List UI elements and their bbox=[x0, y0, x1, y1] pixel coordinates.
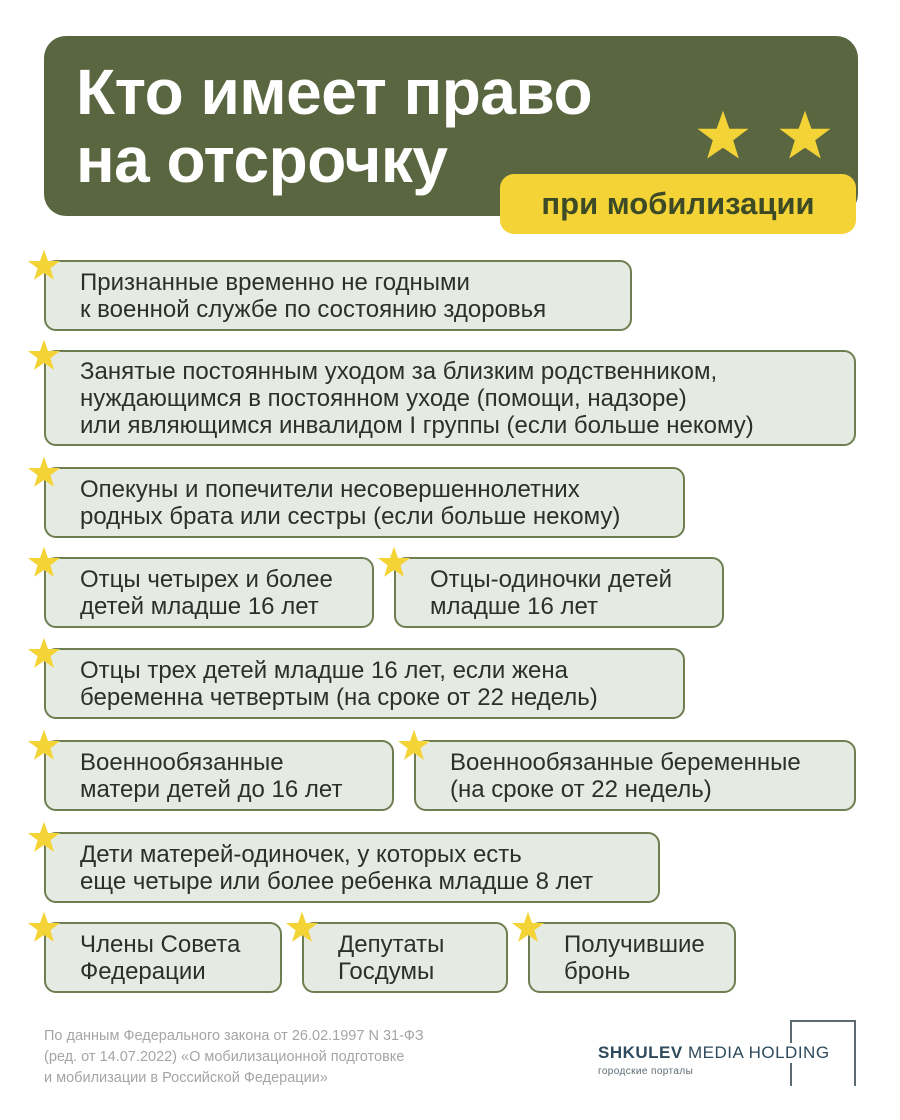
deferment-card-text: Депутаты Госдумы bbox=[338, 930, 445, 985]
star-icon bbox=[696, 108, 750, 162]
source-footnote: По данным Федерального закона от 26.02.1997 N 31-ФЗ (ред. от 14.07.2022) «О мобилизационной подготовке и мобилизации в Российской Федерации» bbox=[44, 1028, 424, 1086]
star-icon bbox=[27, 820, 61, 854]
deferment-card-text: Члены Совета Федерации bbox=[80, 930, 241, 985]
deferment-card bbox=[302, 922, 508, 993]
star-icon bbox=[397, 728, 431, 762]
deferment-card bbox=[528, 922, 736, 993]
publisher-logo bbox=[598, 1043, 836, 1063]
star-icon bbox=[285, 910, 319, 944]
deferment-card bbox=[44, 740, 394, 811]
logo-brand-rest: MEDIA HOLDING bbox=[682, 1043, 830, 1062]
page-title-line-2: на отсрочку bbox=[76, 124, 448, 196]
subtitle-badge: при мобилизации bbox=[500, 174, 856, 234]
deferment-card-text: Военнообязанные матери детей до 16 лет bbox=[80, 748, 343, 803]
star-icon bbox=[27, 728, 61, 762]
star-icon bbox=[27, 545, 61, 579]
deferment-card-text: Военнообязанные беременные (на сроке от 22 недель) bbox=[450, 748, 801, 803]
star-icon bbox=[27, 455, 61, 489]
logo-brand-bold: SHKULEV bbox=[598, 1043, 683, 1062]
deferment-card bbox=[44, 350, 856, 446]
star-icon bbox=[27, 636, 61, 670]
deferment-card bbox=[44, 467, 685, 538]
deferment-card-text: Занятые постоянным уходом за близким родственником, нуждающимся в постоянном уходе (помощи, надзоре) или являющимся инвалидом I группы (если больше некому) bbox=[80, 357, 754, 439]
logo-tagline: городские порталы bbox=[598, 1066, 694, 1077]
deferment-card bbox=[414, 740, 856, 811]
deferment-card-text: Отцы четырех и более детей младше 16 лет bbox=[80, 565, 333, 620]
deferment-card bbox=[44, 260, 632, 331]
deferment-card-text: Отцы трех детей младше 16 лет, если жена беременна четвертым (на сроке от 22 недель) bbox=[80, 656, 598, 711]
star-icon bbox=[27, 338, 61, 372]
deferment-card-text: Дети матерей-одиночек, у которых есть еще четыре или более ребенка младше 8 лет bbox=[80, 840, 594, 895]
deferment-card bbox=[44, 922, 282, 993]
deferment-card bbox=[394, 557, 724, 628]
star-icon bbox=[511, 910, 545, 944]
star-icon bbox=[27, 910, 61, 944]
star-icon bbox=[27, 248, 61, 282]
star-icon bbox=[778, 108, 832, 162]
deferment-card-text: Признанные временно не годными к военной службе по состоянию здоровья bbox=[80, 268, 547, 323]
deferment-card-text: Опекуны и попечители несовершеннолетних родных брата или сестры (если больше некому) bbox=[80, 475, 621, 530]
page-title-line-1: Кто имеет право bbox=[76, 56, 593, 128]
deferment-card bbox=[44, 648, 685, 719]
deferment-card-text: Получившие бронь bbox=[564, 930, 705, 985]
deferment-card bbox=[44, 557, 374, 628]
star-icon bbox=[377, 545, 411, 579]
deferment-card-text: Отцы-одиночки детей младше 16 лет bbox=[430, 565, 673, 620]
deferment-card bbox=[44, 832, 660, 903]
